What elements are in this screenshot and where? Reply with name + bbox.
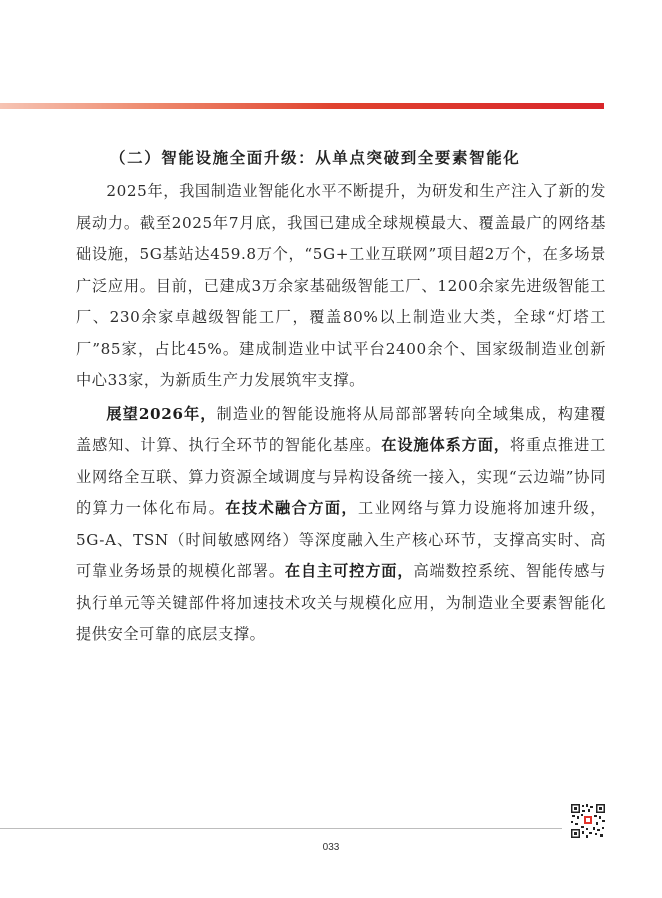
subheading-technology-fusion: 在技术融合方面， bbox=[225, 499, 358, 517]
subheading-facility-system: 在设施体系方面， bbox=[381, 436, 510, 454]
paragraph-2-text-3: 工业网络与算力设施将加速升级，5G-A、TSN（时间敏感网络）等深度融入生产核心环节，支撑高实时、高可靠业务场景的规模化部署。 bbox=[76, 499, 607, 580]
page-number: 033 bbox=[322, 842, 340, 853]
paragraph-2-text-1: 制造业的智能设施将从局部部署转向全域集成，构建覆盖感知、计算、执行全环节的智能化基座。 bbox=[76, 404, 606, 454]
footer-divider bbox=[0, 828, 562, 829]
header-accent-bar bbox=[0, 103, 604, 109]
document-body bbox=[76, 146, 606, 653]
paragraph-1: 2025年，我国制造业智能化水平不断提升，为研发和生产注入了新的发展动力。截至2025年7月底，我国已建成全球规模最大、覆盖最广的网络基础设施，5G基站达459.8万个，“5G+工业互联网”项目超2万个，在多场景广泛应用。目前，已建成3万余家基础级智能工厂、1200余家先进级智能工厂、230余家卓越级智能工厂，覆盖80%以上制造业大类，全球“灯塔工厂”85家，占比45%。建成制造业中试平台2400余个、国家级制造业创新中心33家，为新质生产力发展筑牢支撑。 bbox=[76, 182, 606, 389]
paragraph-2-text-4: 高端数控系统、智能传感与执行单元等关键部件将加速技术攻关与规模化应用，为制造业全要素智能化提供安全可靠的底层支撑。 bbox=[76, 562, 606, 643]
paragraph-2-text-2: 将重点推进工业网络全互联、算力资源全域调度与异构设备统一接入，实现“云边端”协同的算力一体化布局。 bbox=[76, 436, 606, 517]
subheading-self-reliance: 在自主可控方面， bbox=[284, 562, 414, 580]
paragraph-2-lead: 展望2026年， bbox=[106, 404, 217, 423]
section-heading: （二）智能设施全面升级：从单点突破到全要素智能化 bbox=[110, 148, 521, 167]
paragraph-2 bbox=[76, 399, 606, 651]
qr-code-icon[interactable] bbox=[570, 803, 606, 839]
